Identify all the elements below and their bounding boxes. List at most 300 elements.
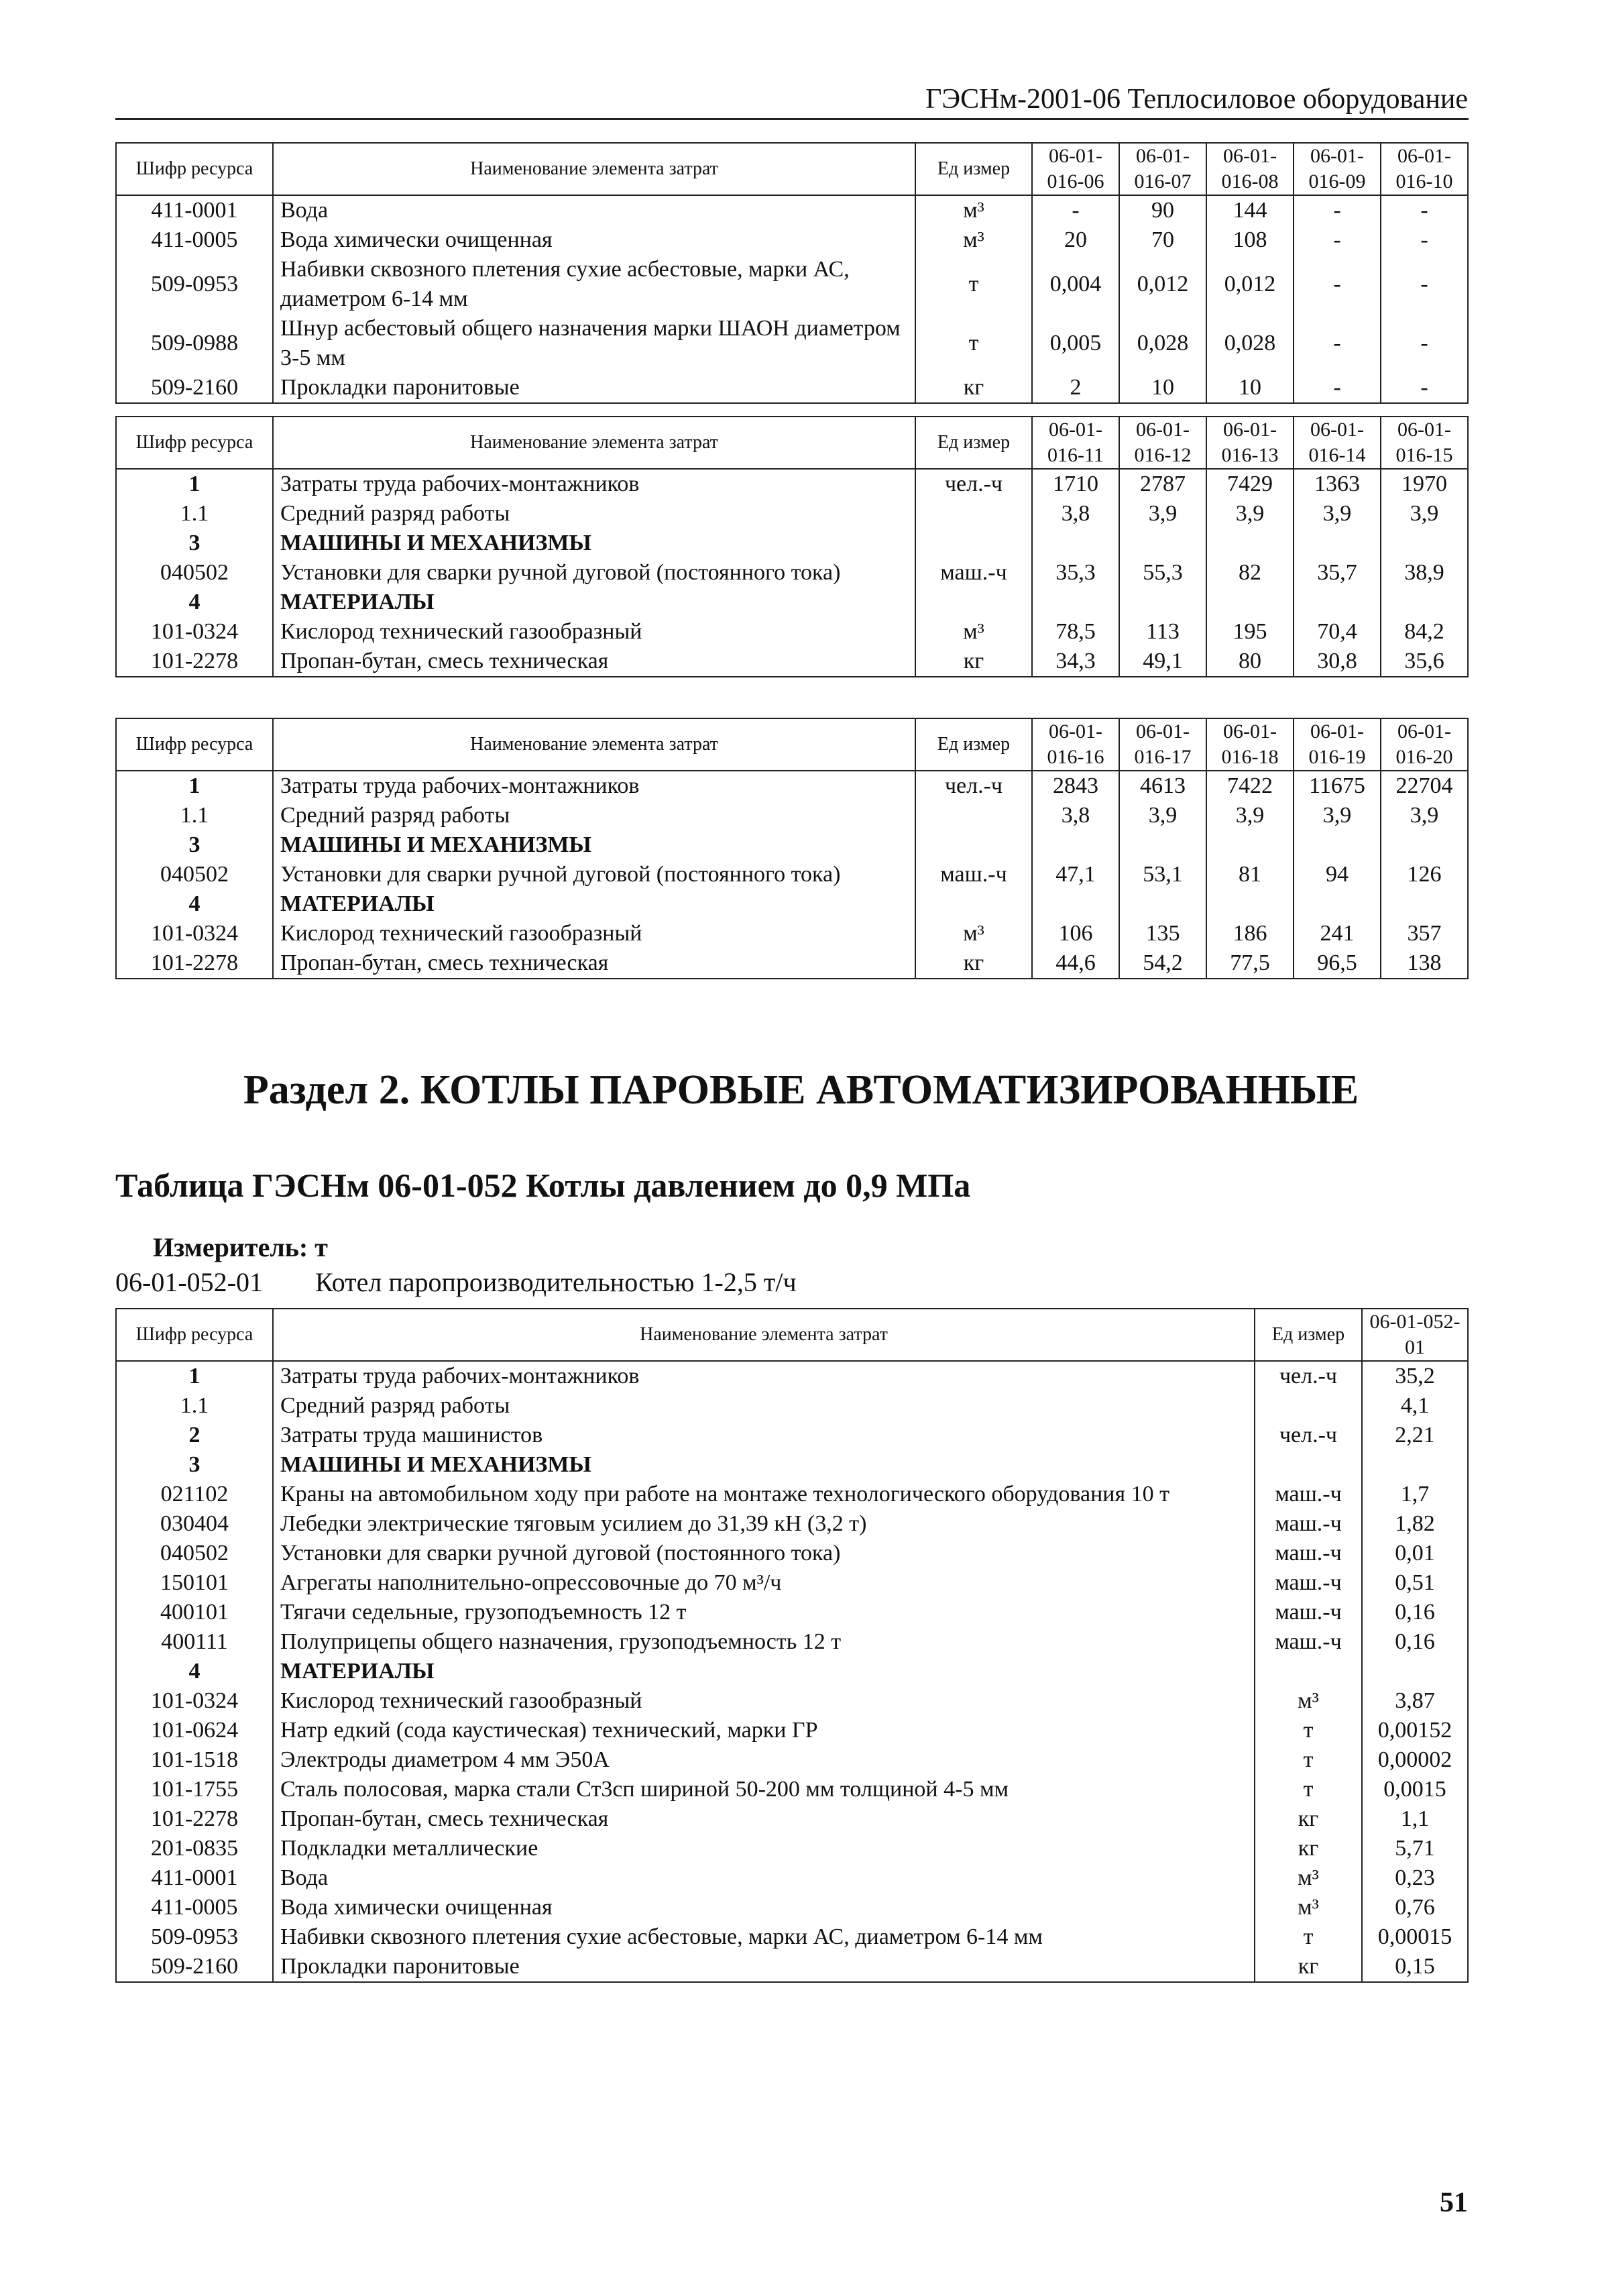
unit-cell: [1255, 1450, 1362, 1480]
value-cell: 1363: [1294, 469, 1381, 499]
column-header: 06-01-016-20: [1381, 718, 1468, 771]
value-cell: [1032, 529, 1119, 558]
value-cell: 108: [1206, 225, 1294, 255]
unit-cell: чел.-ч: [915, 469, 1032, 499]
value-cell: 5,71: [1362, 1834, 1468, 1863]
value-cell: -: [1294, 255, 1381, 314]
resource-code: 411-0005: [116, 1893, 273, 1922]
resource-name: Затраты труда рабочих-монтажников: [273, 469, 915, 499]
resource-code: 1: [116, 469, 273, 499]
value-cell: [1381, 588, 1468, 617]
table-row: [116, 1421, 1468, 1450]
table-row: [116, 647, 1468, 677]
value-cell: 0,16: [1362, 1598, 1468, 1627]
column-header: Шифр ресурса: [116, 718, 273, 771]
resource-code: 101-0324: [116, 617, 273, 647]
value-cell: 70,4: [1294, 617, 1381, 647]
value-cell: 144: [1206, 195, 1294, 225]
resource-code: 509-0953: [116, 255, 273, 314]
value-cell: 2,21: [1362, 1421, 1468, 1450]
value-cell: 10: [1206, 373, 1294, 403]
header-row: [116, 1309, 1468, 1361]
table-row: [116, 255, 1468, 314]
unit-cell: кг: [1255, 1834, 1362, 1863]
value-cell: [1206, 889, 1294, 919]
resource-name: МАШИНЫ И МЕХАНИЗМЫ: [273, 529, 915, 558]
resource-code: 101-2278: [116, 647, 273, 677]
resource-code: 1.1: [116, 801, 273, 830]
table-title: Таблица ГЭСНм 06-01-052 Котлы давлением до 0,9 МПа: [115, 1166, 971, 1204]
unit-cell: м³: [915, 617, 1032, 647]
value-cell: 77,5: [1206, 948, 1294, 979]
value-cell: [1032, 588, 1119, 617]
resource-name: Набивки сквозного плетения сухие асбестовые, марки АС, диаметром 6-14 мм: [273, 1922, 1255, 1952]
value-cell: 1970: [1381, 469, 1468, 499]
resource-code: 509-2160: [116, 373, 273, 403]
table-row: [116, 1834, 1468, 1863]
value-cell: 34,3: [1032, 647, 1119, 677]
value-cell: 357: [1381, 919, 1468, 948]
value-cell: [1294, 830, 1381, 860]
value-cell: [1381, 889, 1468, 919]
unit-cell: м³: [1255, 1893, 1362, 1922]
resource-name: Кислород технический газообразный: [273, 617, 915, 647]
column-header: 06-01-016-19: [1294, 718, 1381, 771]
column-header: 06-01-016-08: [1206, 143, 1294, 195]
column-header: 06-01-016-10: [1381, 143, 1468, 195]
column-header: Ед измер: [1255, 1309, 1362, 1361]
table-row: [116, 225, 1468, 255]
resource-name: Пропан-бутан, смесь техническая: [273, 647, 915, 677]
value-cell: 20: [1032, 225, 1119, 255]
value-cell: [1119, 529, 1206, 558]
value-cell: 3,9: [1381, 801, 1468, 830]
resource-name: Затраты труда машинистов: [273, 1421, 1255, 1450]
resource-name: Натр едкий (сода каустическая) технический, марки ГР: [273, 1716, 1255, 1745]
value-cell: 4613: [1119, 771, 1206, 801]
resource-code: 021102: [116, 1480, 273, 1509]
value-cell: 7429: [1206, 469, 1294, 499]
running-title: ГЭСНм-2001-06 Теплосиловое оборудование: [925, 84, 1468, 115]
value-cell: 78,5: [1032, 617, 1119, 647]
unit-cell: чел.-ч: [1255, 1361, 1362, 1391]
value-cell: 70: [1119, 225, 1206, 255]
table-row: [116, 1391, 1468, 1421]
table-row: [116, 314, 1468, 373]
value-cell: 3,87: [1362, 1686, 1468, 1716]
value-cell: 0,028: [1206, 314, 1294, 373]
unit-cell: [915, 801, 1032, 830]
unit-cell: м³: [915, 195, 1032, 225]
value-cell: [1206, 830, 1294, 860]
value-cell: 1710: [1032, 469, 1119, 499]
measure-label: Измеритель:: [153, 1232, 308, 1262]
table-row: [116, 1893, 1468, 1922]
unit-cell: маш.-ч: [915, 558, 1032, 588]
unit-cell: маш.-ч: [1255, 1568, 1362, 1598]
table-row: [116, 373, 1468, 403]
resource-name: Вода химически очищенная: [273, 1893, 1255, 1922]
table-row: [116, 588, 1468, 617]
value-cell: 38,9: [1381, 558, 1468, 588]
column-header: 06-01-016-13: [1206, 417, 1294, 469]
resource-name: Средний разряд работы: [273, 801, 915, 830]
value-cell: 22704: [1381, 771, 1468, 801]
table-row: [116, 1598, 1468, 1627]
resource-name: Сталь полосовая, марка стали Ст3сп шириной 50-200 мм толщиной 4-5 мм: [273, 1775, 1255, 1804]
resource-name: Прокладки паронитовые: [273, 373, 915, 403]
resource-name: Средний разряд работы: [273, 1391, 1255, 1421]
resource-code: 411-0001: [116, 195, 273, 225]
unit-cell: чел.-ч: [1255, 1421, 1362, 1450]
value-cell: 44,6: [1032, 948, 1119, 979]
item-name: Котел паропроизводительностью 1-2,5 т/ч: [315, 1267, 797, 1297]
value-cell: 186: [1206, 919, 1294, 948]
unit-cell: т: [1255, 1775, 1362, 1804]
resource-name: МАТЕРИАЛЫ: [273, 1657, 1255, 1686]
table-row: [116, 1480, 1468, 1509]
value-cell: [1119, 889, 1206, 919]
unit-cell: [915, 588, 1032, 617]
value-cell: 3,9: [1294, 499, 1381, 529]
value-cell: -: [1381, 373, 1468, 403]
value-cell: 4,1: [1362, 1391, 1468, 1421]
value-cell: 3,9: [1206, 499, 1294, 529]
table-row: [116, 1863, 1468, 1893]
column-header: Ед измер: [915, 143, 1032, 195]
resource-code: 509-0988: [116, 314, 273, 373]
section-title: Раздел 2. КОТЛЫ ПАРОВЫЕ АВТОМАТИЗИРОВАННЫЕ: [243, 1067, 1359, 1113]
column-header: Наименование элемента затрат: [273, 1309, 1255, 1361]
resource-code: 411-0001: [116, 1863, 273, 1893]
value-cell: 1,7: [1362, 1480, 1468, 1509]
value-cell: 3,9: [1294, 801, 1381, 830]
unit-cell: кг: [915, 647, 1032, 677]
value-cell: 47,1: [1032, 860, 1119, 889]
value-cell: 54,2: [1119, 948, 1206, 979]
unit-cell: м³: [1255, 1863, 1362, 1893]
value-cell: 49,1: [1119, 647, 1206, 677]
table-row: [116, 1922, 1468, 1952]
value-cell: 3,8: [1032, 499, 1119, 529]
resource-name: МАШИНЫ И МЕХАНИЗМЫ: [273, 830, 915, 860]
unit-cell: кг: [915, 373, 1032, 403]
column-header: 06-01-052-01: [1362, 1309, 1468, 1361]
resource-name: Электроды диаметром 4 мм Э50А: [273, 1745, 1255, 1775]
unit-cell: чел.-ч: [915, 771, 1032, 801]
value-cell: [1294, 529, 1381, 558]
table-row: [116, 889, 1468, 919]
value-cell: [1119, 588, 1206, 617]
value-cell: 0,01: [1362, 1539, 1468, 1568]
resource-name: МАТЕРИАЛЫ: [273, 588, 915, 617]
table-row: [116, 1568, 1468, 1598]
resource-name: Набивки сквозного плетения сухие асбестовые, марки АС, диаметром 6-14 мм: [273, 255, 915, 314]
resource-code: 1.1: [116, 1391, 273, 1421]
value-cell: 90: [1119, 195, 1206, 225]
column-header: Шифр ресурса: [116, 143, 273, 195]
value-cell: 241: [1294, 919, 1381, 948]
table-row: [116, 1775, 1468, 1804]
table-row: [116, 1657, 1468, 1686]
value-cell: 1,82: [1362, 1509, 1468, 1539]
unit-cell: [915, 499, 1032, 529]
resource-name: МАШИНЫ И МЕХАНИЗМЫ: [273, 1450, 1255, 1480]
resource-name: Пропан-бутан, смесь техническая: [273, 1804, 1255, 1834]
unit-cell: [915, 889, 1032, 919]
value-cell: 35,6: [1381, 647, 1468, 677]
unit-cell: м³: [915, 919, 1032, 948]
resource-code: 400111: [116, 1627, 273, 1657]
resource-name: Вода химически очищенная: [273, 225, 915, 255]
table-row: [116, 1716, 1468, 1745]
resource-name: Затраты труда рабочих-монтажников: [273, 771, 915, 801]
resource-code: 101-0324: [116, 1686, 273, 1716]
value-cell: [1362, 1657, 1468, 1686]
column-header: Шифр ресурса: [116, 1309, 273, 1361]
value-cell: 106: [1032, 919, 1119, 948]
unit-cell: маш.-ч: [1255, 1509, 1362, 1539]
resource-code: 411-0005: [116, 225, 273, 255]
header-row: [116, 417, 1468, 469]
column-header: 06-01-016-15: [1381, 417, 1468, 469]
resource-name: Вода: [273, 1863, 1255, 1893]
column-header: Шифр ресурса: [116, 417, 273, 469]
value-cell: 10: [1119, 373, 1206, 403]
table-row: [116, 919, 1468, 948]
value-cell: [1119, 830, 1206, 860]
unit-cell: т: [1255, 1745, 1362, 1775]
value-cell: 84,2: [1381, 617, 1468, 647]
resource-name: Затраты труда рабочих-монтажников: [273, 1361, 1255, 1391]
value-cell: [1294, 588, 1381, 617]
value-cell: -: [1381, 314, 1468, 373]
table-row: [116, 1450, 1468, 1480]
value-cell: 3,8: [1032, 801, 1119, 830]
table-row: [116, 1952, 1468, 1982]
value-cell: 2: [1032, 373, 1119, 403]
resource-name: Кислород технический газообразный: [273, 919, 915, 948]
resource-table-1: [115, 142, 1469, 404]
value-cell: 195: [1206, 617, 1294, 647]
measure-line: [153, 1232, 328, 1263]
unit-cell: т: [915, 255, 1032, 314]
measure-value: т: [314, 1232, 328, 1262]
resource-name: Установки для сварки ручной дуговой (постоянного тока): [273, 558, 915, 588]
resource-name: Шнур асбестовый общего назначения марки ШАОН диаметром 3-5 мм: [273, 314, 915, 373]
value-cell: 3,9: [1119, 801, 1206, 830]
value-cell: 53,1: [1119, 860, 1206, 889]
resource-code: 1: [116, 771, 273, 801]
resource-name: Установки для сварки ручной дуговой (постоянного тока): [273, 860, 915, 889]
table-row: [116, 617, 1468, 647]
resource-name: Средний разряд работы: [273, 499, 915, 529]
resource-name: Установки для сварки ручной дуговой (постоянного тока): [273, 1539, 1255, 1568]
value-cell: 55,3: [1119, 558, 1206, 588]
table-row: [116, 469, 1468, 499]
unit-cell: м³: [1255, 1686, 1362, 1716]
value-cell: 82: [1206, 558, 1294, 588]
resource-code: 101-0624: [116, 1716, 273, 1745]
value-cell: -: [1381, 255, 1468, 314]
value-cell: 0,00002: [1362, 1745, 1468, 1775]
resource-name: Агрегаты наполнительно-опрессовочные до 70 м³/ч: [273, 1568, 1255, 1598]
table-row: [116, 1745, 1468, 1775]
value-cell: 30,8: [1294, 647, 1381, 677]
unit-cell: маш.-ч: [1255, 1539, 1362, 1568]
value-cell: 94: [1294, 860, 1381, 889]
value-cell: 0,15: [1362, 1952, 1468, 1982]
value-cell: 35,3: [1032, 558, 1119, 588]
table-row: [116, 1361, 1468, 1391]
value-cell: [1206, 529, 1294, 558]
unit-cell: [1255, 1657, 1362, 1686]
table-row: [116, 1686, 1468, 1716]
value-cell: -: [1032, 195, 1119, 225]
column-header: 06-01-016-17: [1119, 718, 1206, 771]
unit-cell: т: [915, 314, 1032, 373]
value-cell: 96,5: [1294, 948, 1381, 979]
column-header: Наименование элемента затрат: [273, 417, 915, 469]
resource-name: Прокладки паронитовые: [273, 1952, 1255, 1982]
value-cell: 0,012: [1119, 255, 1206, 314]
resource-table-3: [115, 718, 1469, 979]
value-cell: 0,00152: [1362, 1716, 1468, 1745]
value-cell: 113: [1119, 617, 1206, 647]
table-row: [116, 1539, 1468, 1568]
table-row: [116, 860, 1468, 889]
column-header: Наименование элемента затрат: [273, 143, 915, 195]
resource-code: 3: [116, 830, 273, 860]
resource-name: Лебедки электрические тяговым усилием до 31,39 кН (3,2 т): [273, 1509, 1255, 1539]
resource-code: 1: [116, 1361, 273, 1391]
value-cell: 0,76: [1362, 1893, 1468, 1922]
value-cell: -: [1381, 195, 1468, 225]
unit-cell: маш.-ч: [915, 860, 1032, 889]
resource-code: 1.1: [116, 499, 273, 529]
column-header: 06-01-016-18: [1206, 718, 1294, 771]
value-cell: 81: [1206, 860, 1294, 889]
table-row: [116, 771, 1468, 801]
value-cell: [1381, 529, 1468, 558]
column-header: 06-01-016-14: [1294, 417, 1381, 469]
unit-cell: м³: [915, 225, 1032, 255]
table-row: [116, 1627, 1468, 1657]
unit-cell: [915, 529, 1032, 558]
value-cell: -: [1294, 225, 1381, 255]
unit-cell: маш.-ч: [1255, 1598, 1362, 1627]
unit-cell: кг: [1255, 1952, 1362, 1982]
value-cell: -: [1294, 195, 1381, 225]
resource-name: МАТЕРИАЛЫ: [273, 889, 915, 919]
resource-code: 3: [116, 529, 273, 558]
value-cell: 35,7: [1294, 558, 1381, 588]
resource-table-2: [115, 416, 1469, 677]
value-cell: 3,9: [1119, 499, 1206, 529]
table-row: [116, 529, 1468, 558]
header-rule: [115, 118, 1469, 120]
resource-name: Полуприцепы общего назначения, грузоподъемность 12 т: [273, 1627, 1255, 1657]
value-cell: 0,23: [1362, 1863, 1468, 1893]
page-number: 51: [1440, 2187, 1468, 2218]
unit-cell: [1255, 1391, 1362, 1421]
resource-code: 4: [116, 1657, 273, 1686]
value-cell: 0,012: [1206, 255, 1294, 314]
resource-code: 101-2278: [116, 948, 273, 979]
value-cell: -: [1294, 314, 1381, 373]
column-header: 06-01-016-06: [1032, 143, 1119, 195]
column-header: Ед измер: [915, 718, 1032, 771]
value-cell: 126: [1381, 860, 1468, 889]
resource-name: Вода: [273, 195, 915, 225]
value-cell: 0,16: [1362, 1627, 1468, 1657]
value-cell: -: [1381, 225, 1468, 255]
header-row: [116, 143, 1468, 195]
resource-code: 101-0324: [116, 919, 273, 948]
unit-cell: маш.-ч: [1255, 1480, 1362, 1509]
resource-name: Тягачи седельные, грузоподъемность 12 т: [273, 1598, 1255, 1627]
resource-name: Пропан-бутан, смесь техническая: [273, 948, 915, 979]
table-row: [116, 948, 1468, 979]
column-header: 06-01-016-11: [1032, 417, 1119, 469]
unit-cell: [915, 830, 1032, 860]
resource-name: Подкладки металлические: [273, 1834, 1255, 1863]
value-cell: 3,9: [1381, 499, 1468, 529]
resource-code: 4: [116, 588, 273, 617]
resource-code: 400101: [116, 1598, 273, 1627]
unit-cell: т: [1255, 1716, 1362, 1745]
value-cell: 0,0015: [1362, 1775, 1468, 1804]
resource-name: Краны на автомобильном ходу при работе на монтаже технологического оборудования 10 т: [273, 1480, 1255, 1509]
value-cell: 2843: [1032, 771, 1119, 801]
table-row: [116, 1509, 1468, 1539]
value-cell: 35,2: [1362, 1361, 1468, 1391]
resource-code: 3: [116, 1450, 273, 1480]
value-cell: -: [1294, 373, 1381, 403]
value-cell: 0,028: [1119, 314, 1206, 373]
resource-code: 201-0835: [116, 1834, 273, 1863]
value-cell: 135: [1119, 919, 1206, 948]
item-code: 06-01-052-01: [115, 1267, 263, 1297]
resource-code: 040502: [116, 558, 273, 588]
value-cell: [1362, 1450, 1468, 1480]
value-cell: 7422: [1206, 771, 1294, 801]
column-header: 06-01-016-07: [1119, 143, 1206, 195]
column-header: 06-01-016-09: [1294, 143, 1381, 195]
value-cell: 0,005: [1032, 314, 1119, 373]
value-cell: 1,1: [1362, 1804, 1468, 1834]
column-header: Ед измер: [915, 417, 1032, 469]
resource-code: 2: [116, 1421, 273, 1450]
column-header: 06-01-016-16: [1032, 718, 1119, 771]
unit-cell: кг: [1255, 1804, 1362, 1834]
table-row: [116, 830, 1468, 860]
resource-code: 040502: [116, 1539, 273, 1568]
table-row: [116, 195, 1468, 225]
value-cell: 2787: [1119, 469, 1206, 499]
resource-code: 101-2278: [116, 1804, 273, 1834]
value-cell: 11675: [1294, 771, 1381, 801]
value-cell: 138: [1381, 948, 1468, 979]
resource-table-4: [115, 1308, 1469, 1983]
unit-cell: т: [1255, 1922, 1362, 1952]
resource-code: 030404: [116, 1509, 273, 1539]
column-header: Наименование элемента затрат: [273, 718, 915, 771]
value-cell: [1032, 889, 1119, 919]
resource-code: 040502: [116, 860, 273, 889]
resource-code: 150101: [116, 1568, 273, 1598]
resource-code: 4: [116, 889, 273, 919]
